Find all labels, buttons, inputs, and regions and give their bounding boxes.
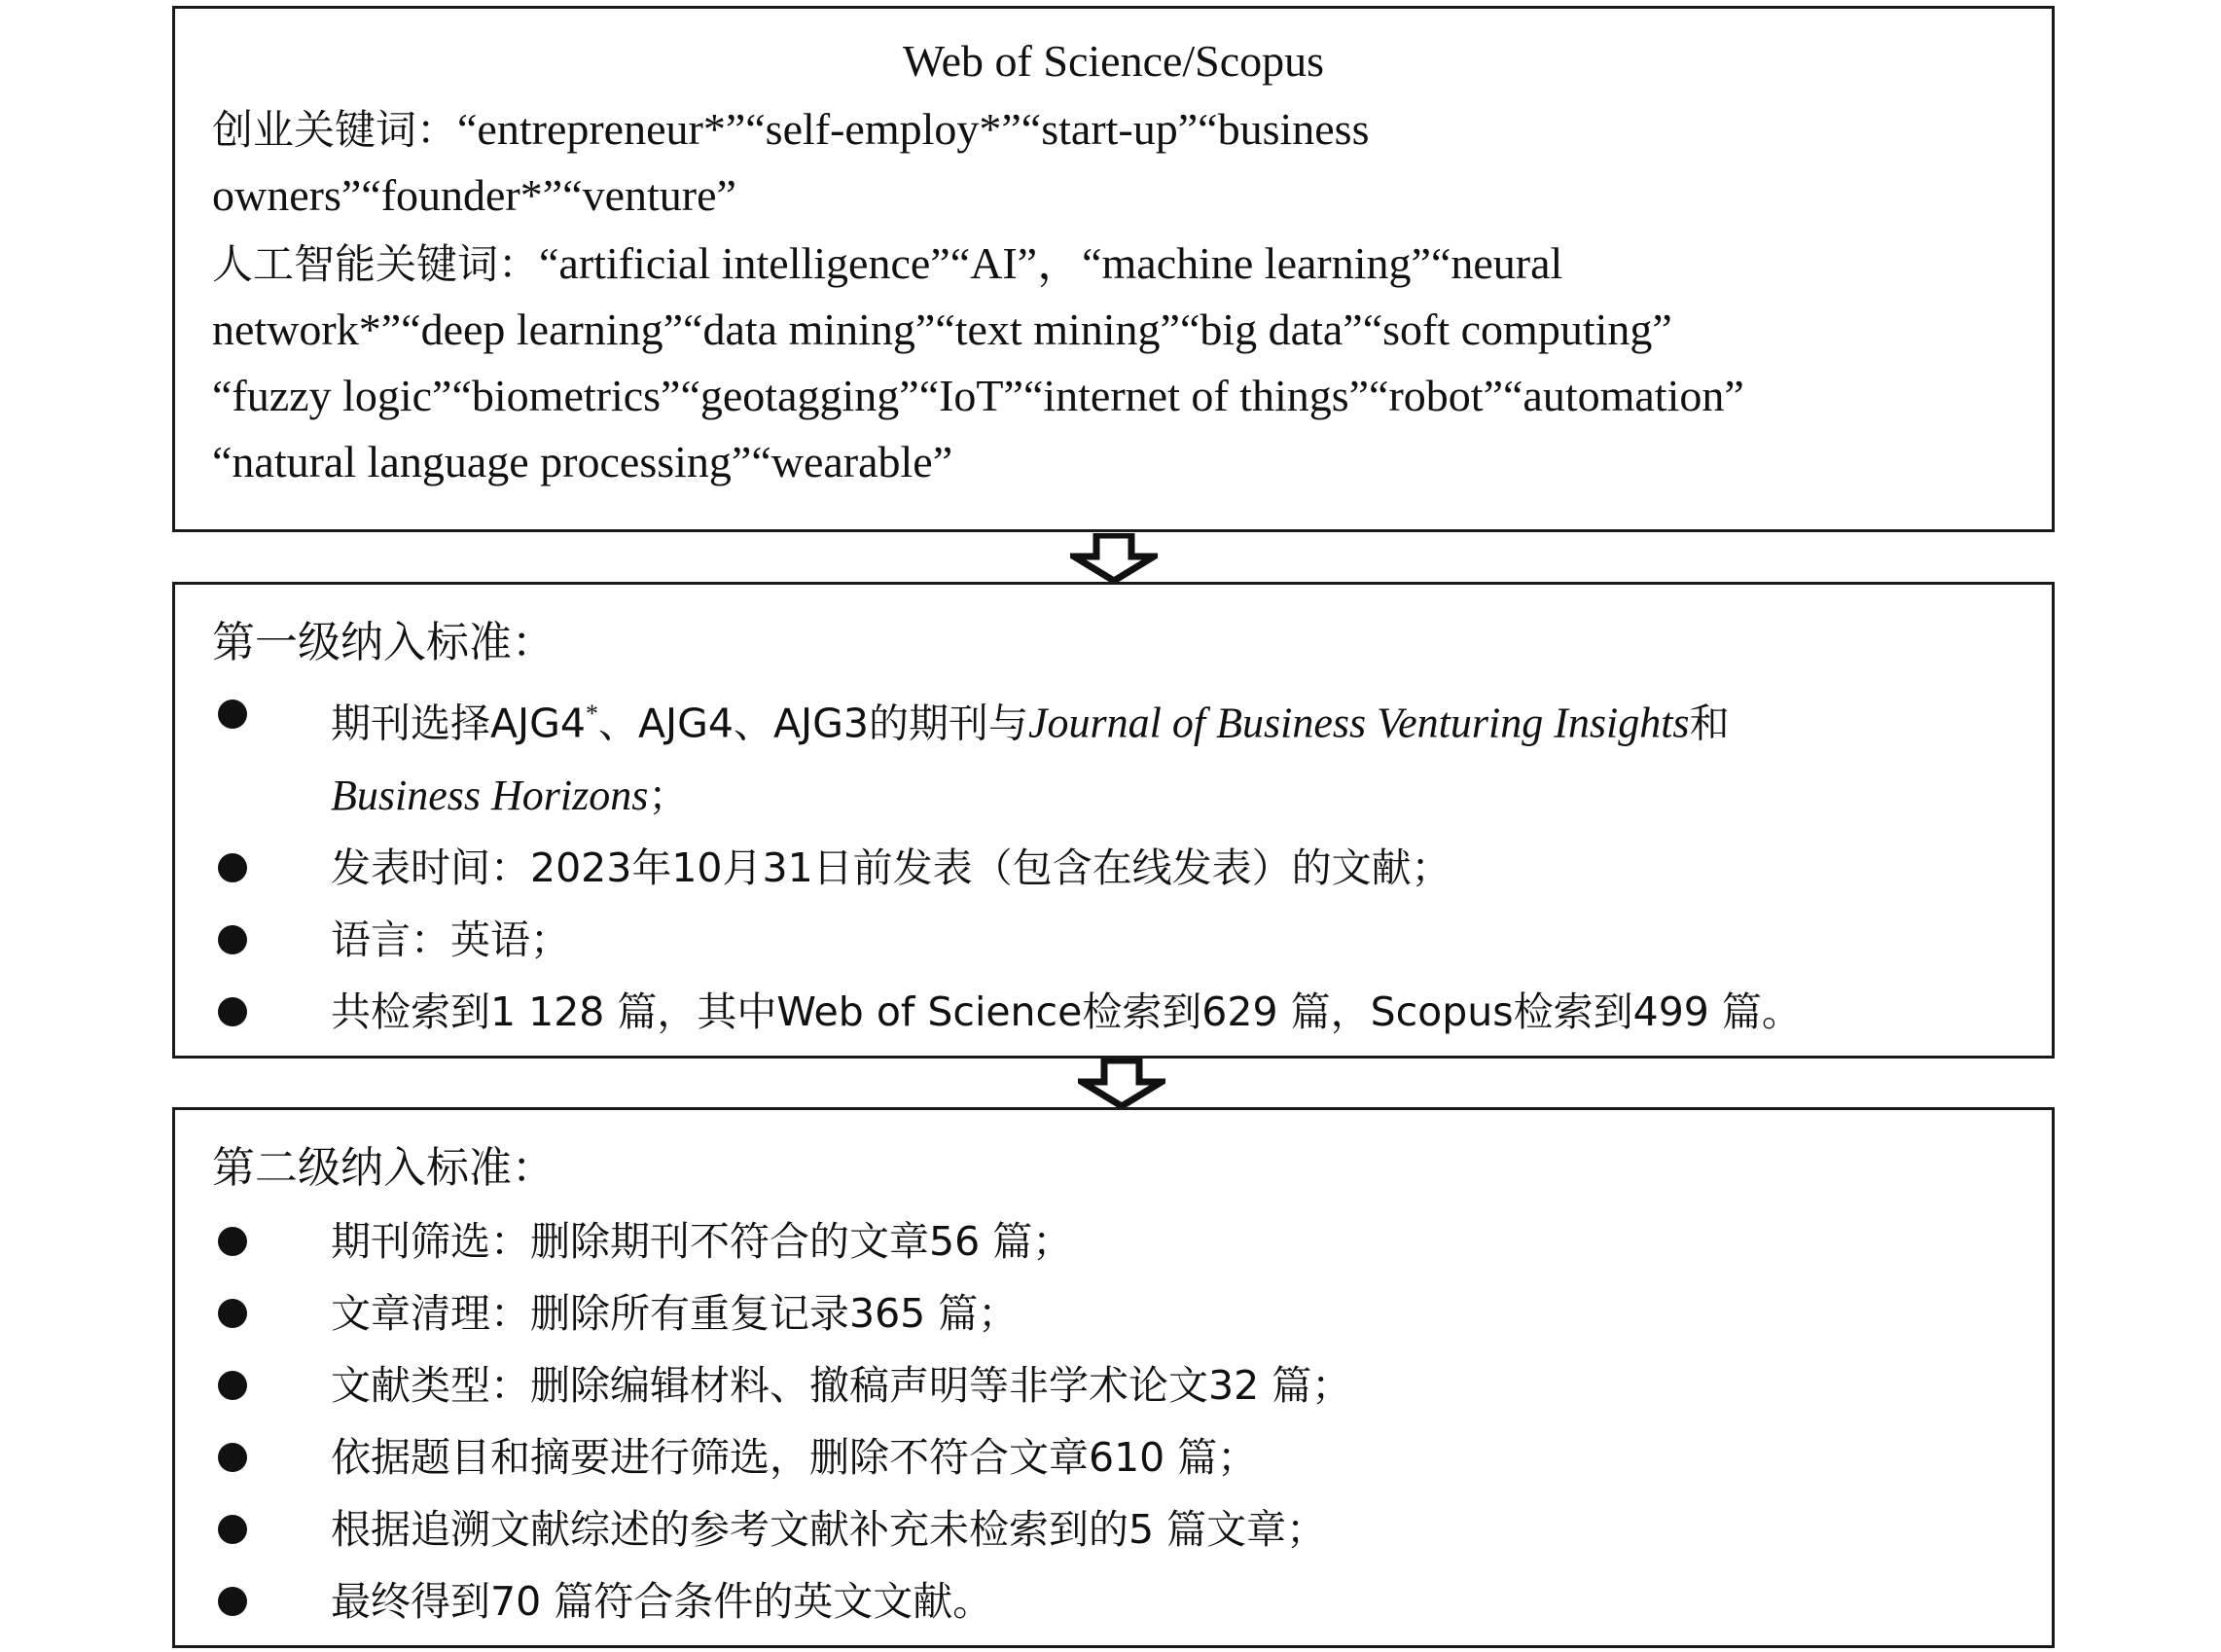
ai-keywords-line1: “artificial intelligence”“AI”，“machine learning”“neural [539,238,1563,288]
list-item: 期刊筛选：删除期刊不符合的文章56 篇； [175,1205,2052,1277]
second-level-criteria-list [175,1205,2052,1637]
ai-keywords-line2: network*”“deep learning”“data mining”“text mining”“big data”“soft computing” [212,305,1672,354]
bullet-icon [218,1299,247,1328]
down-arrow-icon [1070,533,1158,584]
ai-keywords-line3: “fuzzy logic”“biometrics”“geotagging”“IoT”“internet of things”“robot”“automation” [212,371,1744,420]
down-arrow-icon [1078,1059,1165,1109]
journal-name: Journal of Business Venturing Insights [1028,699,1690,747]
second-level-criteria-box [172,1107,2055,1648]
bullet-icon [218,997,247,1026]
bullet-icon [218,1443,247,1472]
entrepreneurship-keywords-line1: “entrepreneur*”“self-employ*”“start-up”“business [457,104,1370,154]
list-item: 发表时间：2023年10月31日前发表（包含在线发表）的文献； [175,832,2052,904]
entrepreneurship-keywords-label: 创业关键词： [212,106,458,154]
bullet-icon [218,925,247,954]
bullet-icon [218,1587,247,1616]
bullet-icon [218,700,247,729]
second-level-criteria-title: 第二级纳入标准： [212,1143,555,1193]
list-item: 根据追溯文献综述的参考文献补充未检索到的5 篇文章； [175,1493,2052,1565]
ai-keywords-label: 人工智能关键词： [212,240,540,288]
entrepreneurship-keywords [212,96,2031,229]
first-level-criteria-list [175,678,2052,1048]
list-item: 期刊选择AJG4*、AJG4、AJG3的期刊与Journal of Business Venturing Insights和 [175,678,2052,760]
list-item: 依据题目和摘要进行筛选，删除不符合文章610 篇； [175,1421,2052,1493]
ai-keywords [212,231,2031,495]
bullet-icon [218,1227,247,1256]
bullet-icon [218,853,247,882]
list-item: 文献类型：删除编辑材料、撤稿声明等非学术论文32 篇； [175,1349,2052,1421]
bullet-icon [218,1371,247,1400]
list-item-continuation: Business Horizons； [331,771,689,819]
search-strategy-box [172,6,2055,532]
database-title: Web of Science/Scopus [902,36,1325,86]
first-level-criteria-title: 第一级纳入标准： [212,618,555,667]
list-item: 文章清理：删除所有重复记录365 篇； [175,1277,2052,1349]
journal-name: Business Horizons [331,771,649,819]
list-item: 共检索到1 128 篇，其中Web of Science检索到629 篇，Scopus检索到499 篇。 [175,976,2052,1048]
ai-keywords-line4: “natural language processing”“wearable” [212,437,953,486]
first-level-criteria-box [172,582,2055,1059]
list-item: 最终得到70 篇符合条件的英文文献。 [175,1565,2052,1637]
list-item: 语言：英语； [175,904,2052,976]
entrepreneurship-keywords-line2: owners”“founder*”“venture” [212,170,736,220]
bullet-icon [218,1515,247,1544]
